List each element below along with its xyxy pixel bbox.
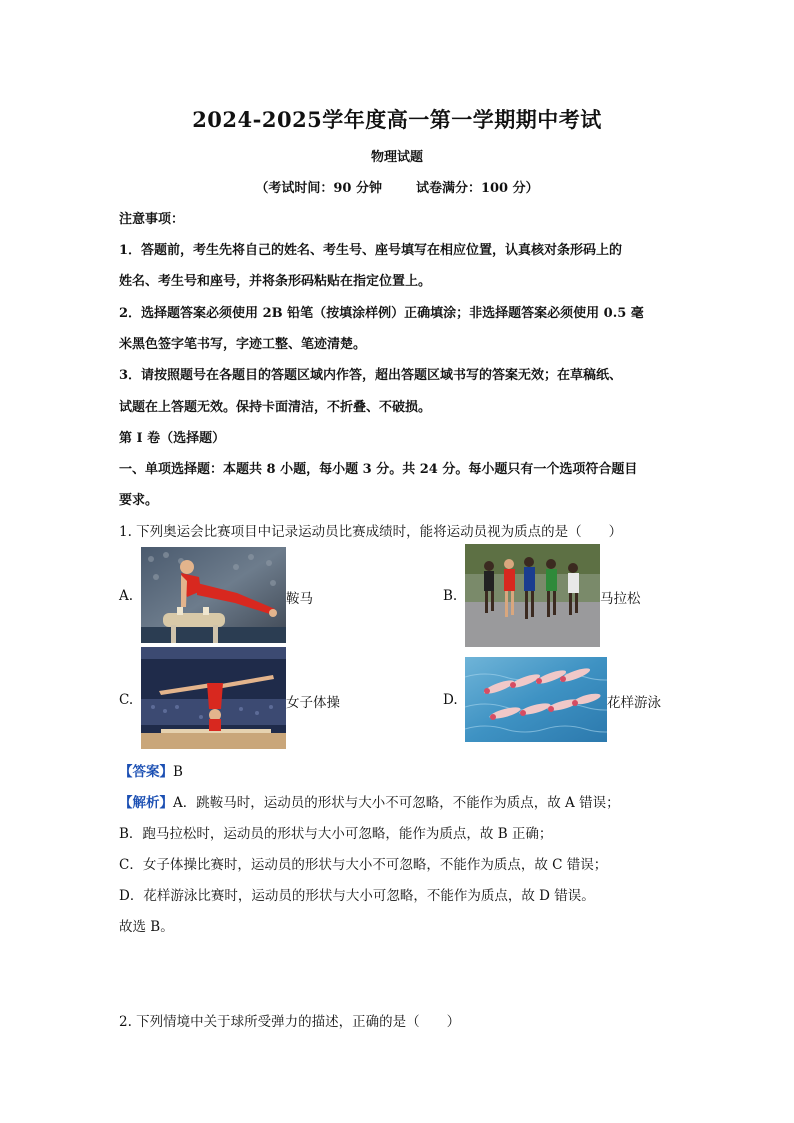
subject-title: 物理试题	[370, 150, 423, 165]
section-instruction: 要求。	[119, 493, 159, 508]
notice-line: 米黑色签字笔书写，字迹工整、笔迹清楚。	[119, 337, 367, 352]
option-letter: B.	[443, 588, 458, 604]
option-letter: C.	[119, 692, 134, 708]
analysis-line: D．花样游泳比赛时，运动员的形状与大小可忽略，不能作为质点，故 D 错误。	[119, 888, 595, 904]
exam-time: （考试时间：90 分钟	[255, 181, 382, 196]
notice-heading: 注意事项：	[119, 212, 185, 227]
gymnastics-photo	[141, 647, 286, 749]
volume-heading: 第 I 卷（选择题）	[119, 431, 226, 446]
question-stem: 1. 下列奥运会比赛项目中记录运动员比赛成绩时，能将运动员视为质点的是（ ）	[119, 524, 623, 540]
option-label: 花样游泳	[607, 695, 661, 711]
notice-line: 姓名、考生号和座号，并将条形码粘贴在指定位置上。	[119, 274, 432, 289]
analysis-line	[119, 791, 620, 811]
analysis-line: C．女子体操比赛时，运动员的形状与大小不可忽略，不能作为质点，故 C 错误；	[119, 857, 608, 873]
answer-tag: 【答案】	[119, 764, 173, 780]
notice-line: 1．答题前，考生先将自己的姓名、考生号、座号填写在相应位置，认真核对条形码上的	[119, 243, 623, 258]
marathon-photo	[465, 544, 600, 647]
artistic-swimming-photo	[465, 657, 607, 742]
analysis-line: B．跑马拉松时，运动员的形状与大小可忽略，能作为质点，故 B 正确；	[119, 826, 553, 842]
analysis-tag: 【解析】	[119, 795, 173, 811]
answer-value: B	[173, 764, 183, 780]
notice-line: 试题在上答题无效。保持卡面清洁，不折叠、不破损。	[119, 400, 432, 415]
exam-title: 2024-2025学年度高一第一学期期中考试	[192, 107, 602, 132]
option-letter: D.	[443, 692, 458, 708]
option-label: 女子体操	[286, 695, 340, 711]
exam-info	[0, 177, 794, 196]
notice-line: 3．请按照题号在各题目的答题区域内作答，超出答题区域书写的答案无效；在草稿纸、	[119, 368, 623, 383]
analysis-conclusion: 故选 B。	[119, 919, 174, 935]
option-label: 马拉松	[600, 591, 641, 607]
option-label: 鞍马	[286, 591, 313, 607]
answer-line	[119, 760, 183, 780]
section-instruction: 一、单项选择题：本题共 8 小题，每小题 3 分。共 24 分。每小题只有一个选项符合题目	[119, 462, 638, 477]
question-stem: 2. 下列情境中关于球所受弹力的描述，正确的是（ ）	[119, 1014, 461, 1030]
pommel-horse-photo	[141, 547, 286, 643]
option-letter: A.	[119, 588, 134, 604]
analysis-text: A．跳鞍马时，运动员的形状与大小不可忽略，不能作为质点，故 A 错误；	[173, 795, 620, 811]
exam-score: 试卷满分：100 分）	[415, 181, 539, 196]
notice-line: 2．选择题答案必须使用 2B 铅笔（按填涂样例）正确填涂；非选择题答案必须使用 0.5 毫	[119, 306, 644, 321]
